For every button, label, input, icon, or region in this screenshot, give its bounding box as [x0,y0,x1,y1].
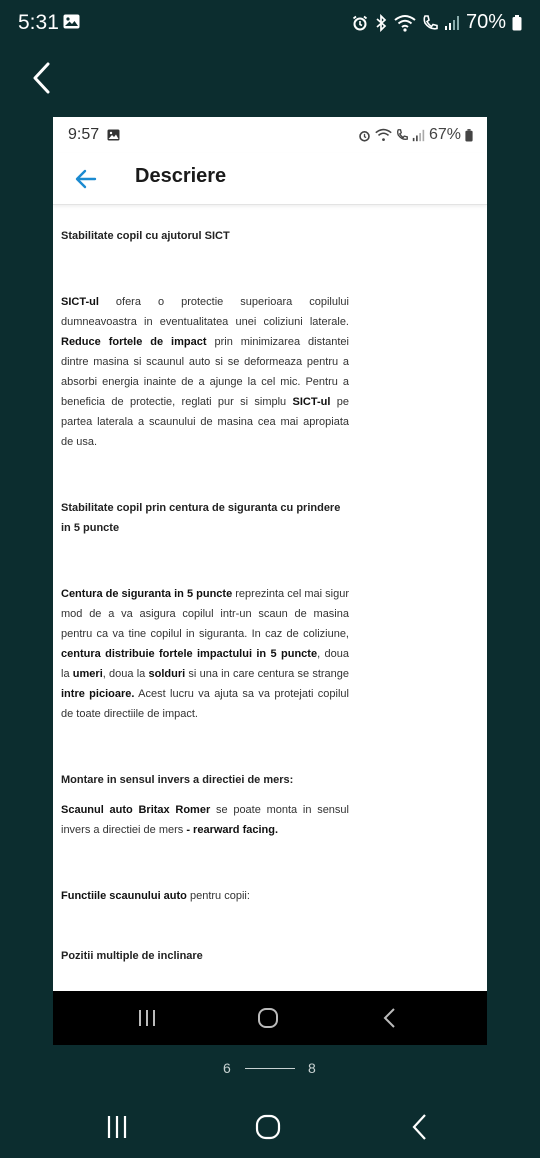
gallery-notification-icon [63,14,80,29]
inner-nav-bar [53,991,487,1045]
battery-icon [512,15,522,31]
home-icon[interactable] [253,1112,283,1142]
heading-5-point: Stabilitate copil prin centura de siguranta cu prindere in 5 puncte [61,502,341,534]
page-next[interactable]: 8 [308,1060,316,1076]
inner-status-bar [53,117,487,153]
inner-call-icon [396,128,408,142]
wifi-call-icon [422,14,438,32]
outer-clock: 5:31 [18,11,59,34]
description-content [53,206,487,992]
page-divider [245,1068,295,1069]
app-bar [53,153,487,205]
inner-battery-icon [465,129,473,142]
inner-recents-icon[interactable] [134,1005,160,1031]
paragraph-sict: SICT-ul ofera o protectie superioara copilului dumneavoastra in eventualitatea unei coliziuni laterale. Reduce fortele de impact prin minimizarea distantei dintre masina si scaunul auto si se deformeaza pentru a absorbi energia inainte de a ajunge la cel mic. Pentru a beneficia de protectie, reglati pur si simplu SICT-ul pe partea laterala a scaunului de masina cea mai apropiata de usa. [61,296,350,448]
inner-clock: 9:57 [68,126,100,143]
heading-recline: Pozitii multiple de inclinare [61,950,203,962]
outer-back-icon[interactable] [28,60,58,96]
outer-nav-bar [0,1100,540,1158]
inner-wifi-icon [375,128,392,142]
page-prev[interactable]: 6 [223,1060,231,1076]
inner-gallery-icon [107,129,120,141]
inner-battery-percent: 67% [428,126,461,143]
back-arrow-icon[interactable] [73,166,99,192]
bluetooth-icon [374,14,388,32]
outer-status-bar [0,0,540,46]
paragraph-rearward: Scaunul auto Britax Romer se poate monta in sensul invers a directiei de mers - rearward facing. [61,804,349,836]
inner-signal-icon [412,129,425,142]
paragraph-5-point: Centura de siguranta in 5 puncte reprezinta cel mai sigur mod de a va asigura copilul intr-un scaun de masina pentru ca va tine copilul in siguranta. In caz de coliziune, centura distribuie fortele impactului in 5 puncte, doua la umeri, doua la solduri si una in care centura se strange intre picioare. Acest lucru va ajuta sa va protejati copilul de toate directiile de impact. [61,588,350,720]
inner-back-icon[interactable] [377,1005,403,1031]
back-icon[interactable] [405,1112,435,1142]
embedded-screenshot [53,117,487,1045]
wifi-icon [394,14,416,32]
page-title: Descriere [135,165,227,187]
outer-battery-percent: 70% [465,11,506,33]
inner-home-icon[interactable] [255,1005,281,1031]
signal-icon [444,15,460,31]
inner-alarm-icon [358,129,371,142]
heading-sict: Stabilitate copil cu ajutorul SICT [61,230,230,242]
paragraph-functions: Functiile scaunului auto pentru copii: [61,890,250,902]
page-indicator [0,1058,540,1080]
alarm-icon [352,15,368,31]
recents-icon[interactable] [102,1112,132,1142]
inner-status-icons [358,126,473,144]
heading-rearward: Montare in sensul invers a directiei de mers: [61,774,294,786]
outer-status-icons [352,11,522,34]
